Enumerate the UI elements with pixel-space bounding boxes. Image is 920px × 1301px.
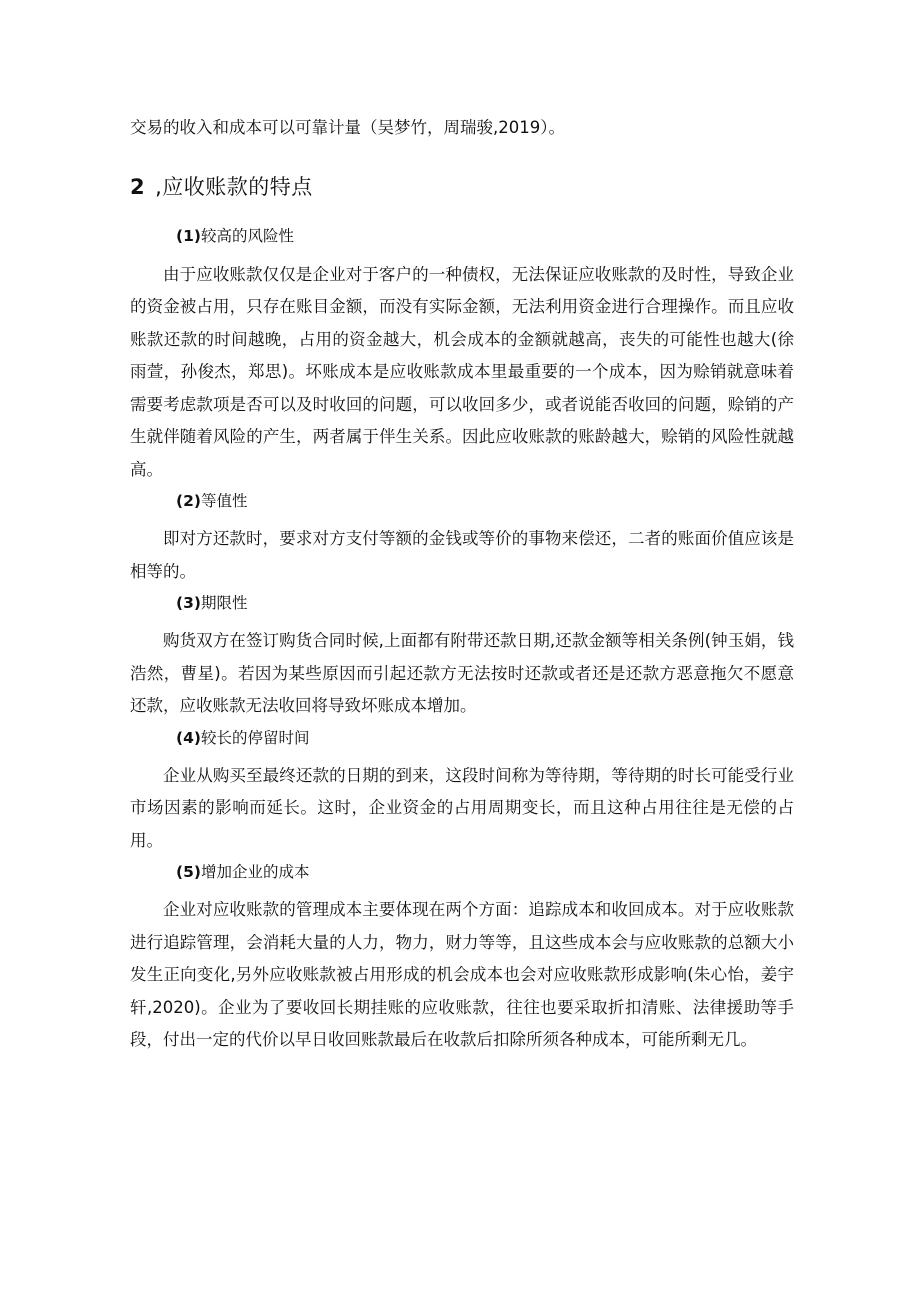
intro-line: 交易的收入和成本可以可靠计量（吴梦竹，周瑞骏,2019）。	[130, 118, 565, 137]
subheading-4	[130, 723, 794, 753]
subheading-number: (1)	[176, 226, 201, 245]
subheading-number: (3)	[176, 594, 201, 612]
subheading-title: 增加企业的成本	[200, 863, 310, 881]
subheading-number: (4)	[176, 728, 201, 747]
subheading-1	[130, 221, 794, 251]
paragraph-3: 购货双方在签订购货合同时候,上面都有附带还款日期,还款金额等相关条例(钟玉娟，钱浩然，曹星)。若因为某些原因而引起还款方无法按时还款或者还是还款方恶意拖欠不愿意还款，应收账款无法收回将导致坏账成本增加。	[130, 631, 794, 715]
document-body	[130, 112, 794, 1057]
subheading-number: (2)	[176, 492, 201, 510]
section-heading	[130, 172, 794, 202]
subheading-5	[130, 857, 794, 887]
paragraph-1: 由于应收账款仅仅是企业对于客户的一种债权，无法保证应收账款的及时性，导致企业的资金被占用，只存在账目金额，而没有实际金额，无法利用资金进行合理操作。而且应收账款还款的时间越晚，占用的资金越大，机会成本的金额就越高，丧失的可能性也越大(徐雨萱，孙俊杰，郑思)。坏账成本是应收账款成本里最重要的一个成本，因为赊销就意味着需要考虑款项是否可以及时收回的问题，可以收回多少，或者说能否收回的问题，赊销的产生就伴随着风险的产生，两者属于伴生关系。因此应收账款的账龄越大，赊销的风险性就越高。	[130, 264, 794, 479]
paragraph-5: 企业对应收账款的管理成本主要体现在两个方面：追踪成本和收回成本。对于应收账款进行追踪管理，会消耗大量的人力，物力，财力等等，且这些成本会与应收账款的总额大小发生正向变化,另外应收账款被占用形成的机会成本也会对应收账款形成影响(朱心怡，姜宇轩,2020)。企业为了要收回长期挂账的应收账款，往往也要采取折扣清账、法律援助等手段，付出一定的代价以早日收回账款最后在收款后扣除所须各种成本，可能所剩无几。	[130, 900, 794, 1049]
subheading-title: 期限性	[200, 594, 248, 612]
paragraph-2: 即对方还款时，要求对方支付等额的金钱或等价的事物来偿还，二者的账面价值应该是相等的。	[130, 529, 794, 581]
section-title: ,应收账款的特点	[155, 174, 313, 199]
paragraph-4: 企业从购买至最终还款的日期的到来，这段时间称为等待期，等待期的时长可能受行业市场因素的影响而延长。这时，企业资金的占用周期变长，而且这种占用往往是无偿的占用。	[130, 765, 794, 850]
section-number: 2	[130, 174, 146, 199]
subheading-3	[130, 588, 794, 618]
subheading-title: 较长的停留时间	[200, 728, 310, 747]
subheading-title: 等值性	[200, 492, 248, 510]
subheading-number: (5)	[176, 863, 201, 881]
subheading-2	[130, 486, 794, 516]
subheading-title: 较高的风险性	[200, 226, 294, 245]
